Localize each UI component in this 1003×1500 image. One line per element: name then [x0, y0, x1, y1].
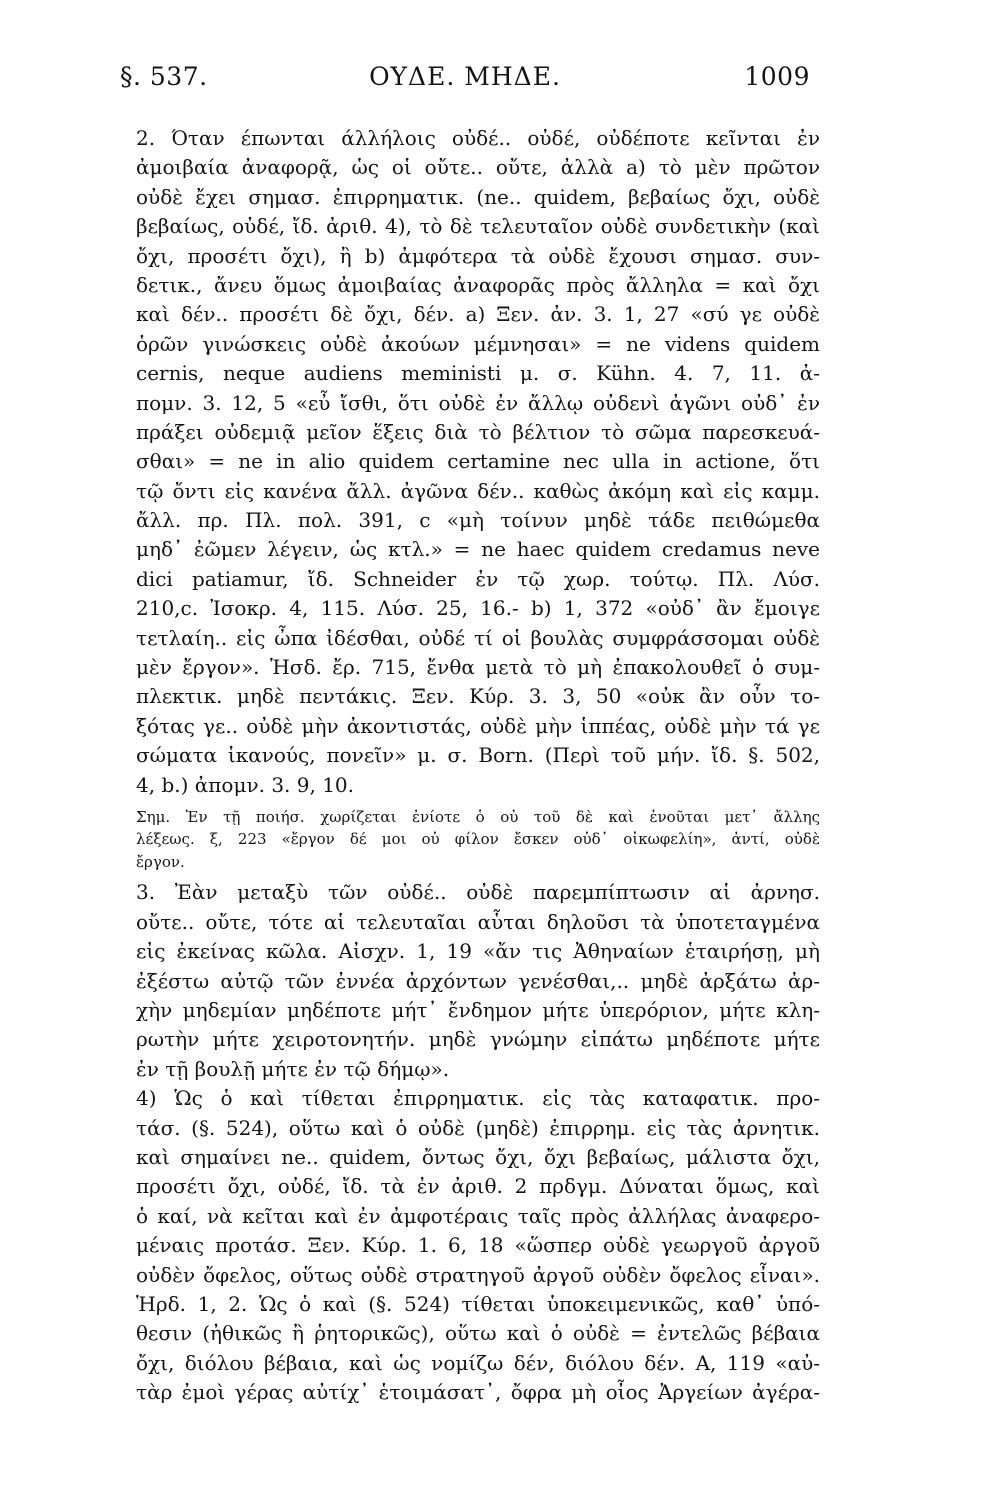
text-line: μὲν ἔργον». Ἡσδ. ἔρ. 715, ἔνθα μετὰ τὸ μὴ ἐπακολουθεῖ ὁ συμ-: [136, 655, 820, 680]
text-line: μηδ᾽ ἐῶμεν λέγειν, ὡς κτλ.» = ne haec quidem credamus neve: [136, 537, 820, 562]
text-line: ὁρῶν γινώσκεις οὐδὲ ἀκούων μέμνησαι» = ne videns quidem: [136, 331, 820, 356]
text-line: ἐξέστω αὐτῷ τῶν ἐννέα ἀρχόντων γενέσθαι,.. μηδὲ ἀρξάτω ἀρ-: [136, 968, 820, 993]
page-title: ΟΥΔΕ. ΜΗΔΕ.: [369, 62, 561, 91]
text-line: cernis, neque audiens meministi μ. σ. Kühn. 4. 7, 11. ἀ-: [136, 361, 820, 386]
text-line: 4, b.) ἀπομν. 3. 9, 10.: [136, 772, 355, 797]
text-line: ὁ καί, νὰ κεῖται καὶ ἐν ἀμφοτέραις ταῖς πρὸς ἀλλήλας ἀναφερο-: [136, 1203, 820, 1228]
text-line: 3. Ἐὰν μεταξὺ τῶν οὐδέ.. οὐδὲ παρεμπίπτωσιν αἱ ἀρνησ.: [136, 880, 820, 905]
text-line: πράξει οὐδεμιᾷ μεῖον ἕξεις διὰ τὸ βέλτιον τὸ σῶμα παρεσκευά-: [136, 419, 820, 444]
text-line: δετικ., ἄνευ ὅμως ἀμοιβαίας ἀναφορᾶς πρὸς ἄλληλα = καὶ ὄχι: [136, 272, 820, 297]
text-line: οὐδὲν ὄφελος, οὕτως οὐδὲ στρατηγοῦ ἀργοῦ οὐδὲν ὄφελος εἶναι».: [136, 1262, 820, 1287]
text-line: τὰρ ἐμοὶ γέρας αὐτίχ᾽ ἑτοιμάσατ᾽, ὄφρα μὴ οἶος Ἀργείων ἀγέρα-: [136, 1380, 820, 1405]
text-line: ὄχι, προσέτι ὄχι), ἢ b) ἀμφότερα τὰ οὐδὲ ἔχουσι σημασ. συν-: [136, 243, 820, 268]
text-line: θεσιν (ἠθικῶς ἢ ῥητορικῶς), οὕτω καὶ ὁ οὐδὲ = ἐντελῶς βέβαια: [136, 1321, 820, 1346]
text-line: οὔτε.. οὔτε, τότε αἱ τελευταῖαι αὗται δηλοῦσι τὰ ὑποτεταγμένα: [136, 909, 820, 934]
text-line: μέναις προτάσ. Ξεν. Κύρ. 1. 6, 18 «ὥσπερ οὐδὲ γεωργοῦ ἀργοῦ: [136, 1233, 820, 1258]
text-line: ρωτὴν μήτε χειροτονητήν. μηδὲ γνώμην εἰπάτω μηδέποτε μήτε: [136, 1027, 820, 1052]
text-line: ἄλλ. πρ. Πλ. πολ. 391, c «μὴ τοίνυν μηδὲ τάδε πειθώμεθα: [136, 508, 820, 533]
running-header: [120, 62, 810, 102]
text-line: dici patiamur, ἴδ. Schneider ἐν τῷ χωρ. τούτῳ. Πλ. Λύσ.: [136, 566, 820, 591]
note-line: λέξεως. ξ, 223 «ἔργον δέ μοι οὐ φίλον ἔσκεν οὐδ᾽ οἰκωφελίη», ἀντί, οὐδὲ: [136, 830, 820, 849]
footnote: [136, 806, 820, 874]
text-line: χὴν μηδεμίαν μηδέποτε μήτ᾽ ἔνδημον μήτε ὑπερόριον, μήτε κλη-: [136, 998, 820, 1023]
text-line: προσέτι ὄχι, οὐδέ, ἴδ. τὰ ἐν ἀριθ. 2 πρδγμ. Δύναται ὅμως, καὶ: [136, 1174, 820, 1199]
text-line: 210,c. Ἰσοκρ. 4, 115. Λύσ. 25, 16.- b) 1, 372 «οὐδ᾽ ἂν ἔμοιγε: [136, 596, 820, 621]
page-number: 1009: [744, 62, 810, 91]
text-line: τῷ ὄντι εἰς κανένα ἄλλ. ἀγῶνα δέν.. καθὼς ἀκόμη καὶ εἰς καμμ.: [136, 478, 820, 503]
text-line: τάσ. (§. 524), οὕτω καὶ ὁ οὐδὲ (μηδὲ) ἐπιρρημ. εἰς τὰς ἀρνητικ.: [136, 1115, 820, 1140]
note-line: ἔργον.: [136, 852, 185, 871]
text-line: ἀμοιβαία ἀναφορᾷ, ὡς οἱ οὔτε.. οὔτε, ἀλλὰ a) τὸ μὲν πρῶτον: [136, 155, 820, 180]
page-body: [136, 124, 820, 1408]
text-line: καὶ σημαίνει ne.. quidem, ὄντως ὄχι, ὄχι βεβαίως, μάλιστα ὄχι,: [136, 1145, 820, 1169]
text-line: οὐδὲ ἔχει σημασ. ἐπιρρηματικ. (ne.. quidem, βεβαίως ὄχι, οὐδὲ: [136, 184, 820, 209]
text-line: ξότας γε.. οὐδὲ μὴν ἀκοντιστάς, οὐδὲ μὴν ἱππέας, οὐδὲ μὴν τά γε: [136, 713, 820, 738]
text-line: σώματα ἱκανούς, πονεῖν» μ. σ. Born. (Περὶ τοῦ μήν. ἴδ. §. 502,: [136, 743, 820, 768]
text-line: βεβαίως, οὐδέ, ἴδ. ἀριθ. 4), τὸ δὲ τελευταῖον οὐδὲ συνδετικὴν (καὶ: [136, 214, 820, 239]
text-line: τετλαίη.. εἰς ὦπα ἰδέσθαι, οὐδέ τί οἱ βουλὰς συμφράσσομαι οὐδὲ: [136, 625, 820, 650]
text-line: 4) Ὡς ὁ καὶ τίθεται ἐπιρρηματικ. εἰς τὰς καταφατικ. προ-: [136, 1086, 820, 1111]
text-line: σθαι» = ne in alio quidem certamine nec ulla in actione, ὅτι: [136, 449, 820, 474]
text-line: πλεκτικ. μηδὲ πεντάκις. Ξεν. Κύρ. 3. 3, 50 «οὐκ ἂν οὖν το-: [136, 684, 820, 709]
text-line: καὶ δέν.. προσέτι δὲ ὄχι, δέν. a) Ξεν. ἀν. 3. 1, 27 «σύ γε οὐδὲ: [136, 302, 820, 327]
text-line: 2. Όταν έπωνται άλλήλοις οὐδέ.. οὐδέ, οὐδέποτε κεῖνται ἐν: [136, 126, 820, 150]
paragraphs-3-4: [136, 878, 820, 1407]
text-line: Ἡρδ. 1, 2. Ὡς ὁ καὶ (§. 524) τίθεται ὑποκειμενικῶς, καθ᾽ ὑπό-: [136, 1291, 820, 1316]
text-line: ὄχι, διόλου βέβαια, καὶ ὡς νομίζω δέν, διόλου δέν. Α, 119 «αὐ-: [136, 1350, 820, 1375]
text-line: πομν. 3. 12, 5 «εὖ ἴσθι, ὅτι οὐδὲ ἐν ἄλλῳ οὐδενὶ ἀγῶνι οὐδ᾽ ἐν: [136, 390, 820, 415]
text-line: εἰς ἐκείνας κῶλα. Αἰσχν. 1, 19 «ἄν τις Ἀθηναίων ἑταιρήσῃ, μὴ: [136, 939, 820, 964]
section-number: §. 537.: [120, 62, 208, 91]
main-text: [136, 124, 820, 800]
text-line: ἐν τῇ βουλῇ μήτε ἐν τῷ δήμῳ».: [136, 1056, 450, 1081]
note-line: Σημ. Ἐν τῇ ποιήσ. χωρίζεται ἐνίοτε ὁ οὐ τοῦ δὲ καὶ ἑνοῦται μετ᾽ ἄλλης: [136, 807, 820, 826]
